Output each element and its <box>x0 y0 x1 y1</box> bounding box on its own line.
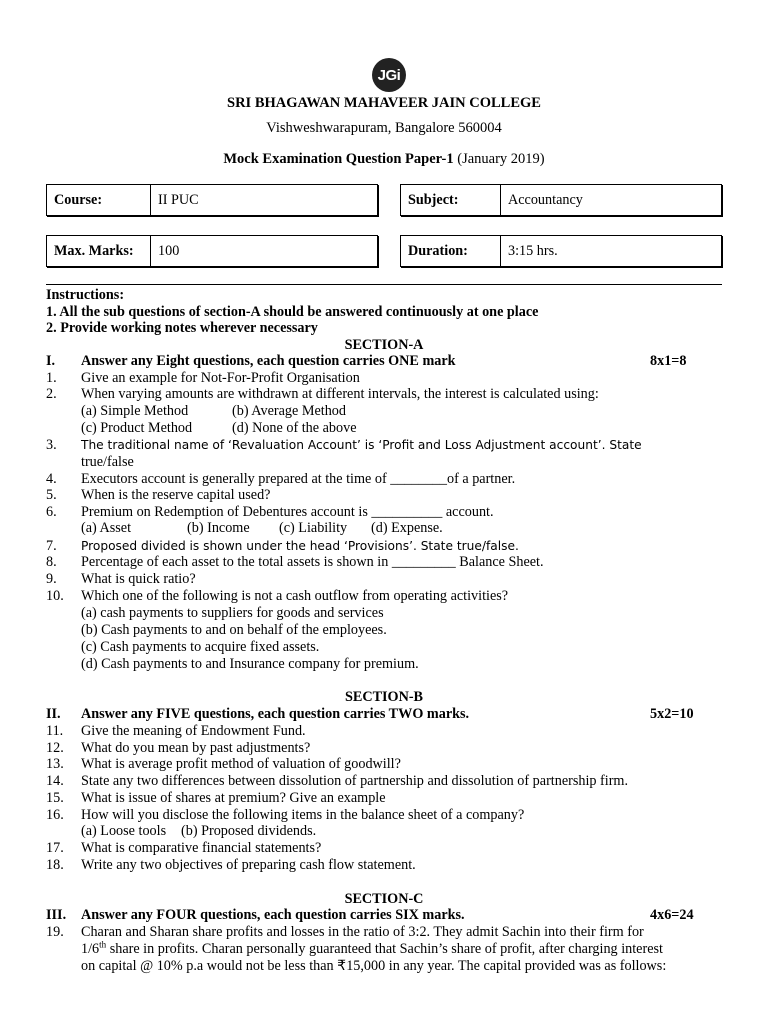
section-roman: I. <box>46 353 56 369</box>
section-a-title: SECTION-A <box>344 337 424 353</box>
option: (c) Liability <box>279 520 348 536</box>
max-marks-label: Max. Marks: <box>47 236 151 266</box>
option: (a) Loose tools <box>81 823 167 839</box>
question-number: 15. <box>46 790 64 806</box>
question-text: on capital @ 10% p.a would not be less than ₹15,000 in any year. The capital provided was as follows: <box>81 958 667 974</box>
option: (d) Expense. <box>371 520 443 536</box>
question-number: 6. <box>46 504 57 520</box>
college-name: SRI BHAGAWAN MAHAVEER JAIN COLLEGE <box>227 95 541 111</box>
question-text: When varying amounts are withdrawn at different intervals, the interest is calculated using: <box>81 386 599 402</box>
question-text: Percentage of each asset to the total assets is shown in _________ Balance Sheet. <box>81 554 544 570</box>
instruction-item: 2. Provide working notes wherever necessary <box>46 320 318 336</box>
option: (b) Proposed dividends. <box>181 823 317 839</box>
option: (d) Cash payments to and Insurance company for premium. <box>81 656 419 672</box>
question-number: 7. <box>46 538 57 554</box>
question-number: 8. <box>46 554 57 570</box>
option: (c) Product Method <box>81 420 193 436</box>
subject-value: Accountancy <box>508 192 583 208</box>
question-number: 10. <box>46 588 64 604</box>
section-c-instruction: Answer any FOUR questions, each question carries SIX marks. <box>81 907 465 923</box>
college-address: Vishweshwarapuram, Bangalore 560004 <box>266 120 502 136</box>
instructions-heading: Instructions: <box>46 287 125 303</box>
section-c-marks: 4x6=24 <box>650 907 694 923</box>
college-logo: JGi <box>372 58 406 92</box>
option: (a) Simple Method <box>81 403 189 419</box>
duration-box <box>400 235 722 267</box>
question-text: Proposed divided is shown under the head ‘Provisions’. State true/false. <box>81 539 519 553</box>
question-number: 3. <box>46 437 57 453</box>
option: (a) Asset <box>81 520 132 536</box>
question-text: Premium on Redemption of Debentures account is __________ account. <box>81 504 494 520</box>
section-a-marks: 8x1=8 <box>650 353 687 369</box>
question-number: 4. <box>46 471 57 487</box>
question-text: 1/6th share in profits. Charan personally guaranteed that Sachin’s share of profit, after charging interest <box>81 939 663 957</box>
question-number: 2. <box>46 386 57 402</box>
course-box <box>46 184 378 216</box>
question-text: State any two differences between dissolution of partnership and dissolution of partnership firm. <box>81 773 629 789</box>
section-b-marks: 5x2=10 <box>650 706 694 722</box>
subject-box <box>400 184 722 216</box>
exam-title: Mock Examination Question Paper-1 (January 2019) <box>223 151 545 167</box>
question-text: Give the meaning of Endowment Fund. <box>81 723 306 739</box>
question-number: 9. <box>46 571 57 587</box>
question-text: What is average profit method of valuation of goodwill? <box>81 756 401 772</box>
section-b-instruction: Answer any FIVE questions, each question carries TWO marks. <box>81 706 470 722</box>
option: (a) cash payments to suppliers for goods and services <box>81 605 384 621</box>
question-number: 12. <box>46 740 64 756</box>
question-text: Executors account is generally prepared at the time of ________of a partner. <box>81 471 516 487</box>
question-number: 14. <box>46 773 64 789</box>
section-b-title: SECTION-B <box>344 689 424 705</box>
section-c-title: SECTION-C <box>344 891 424 907</box>
option: (b) Average Method <box>232 403 346 419</box>
question-text: Charan and Sharan share profits and losses in the ratio of 3:2. They admit Sachin into their firm for <box>81 924 644 940</box>
question-text: How will you disclose the following items in the balance sheet of a company? <box>81 807 525 823</box>
subject-label: Subject: <box>401 185 501 215</box>
option: (d) None of the above <box>232 420 357 436</box>
divider <box>46 284 722 285</box>
question-text: When is the reserve capital used? <box>81 487 271 503</box>
option: (b) Income <box>187 520 250 536</box>
instruction-item: 1. All the sub questions of section-A should be answered continuously at one place <box>46 304 539 320</box>
course-label: Course: <box>47 185 151 215</box>
question-text: Which one of the following is not a cash outflow from operating activities? <box>81 588 509 604</box>
question-text: What is comparative financial statements? <box>81 840 322 856</box>
question-text: true/false <box>81 454 134 470</box>
question-text: What is issue of shares at premium? Give an example <box>81 790 386 806</box>
question-number: 1. <box>46 370 57 386</box>
max-marks-box <box>46 235 378 267</box>
section-a-instruction: Answer any Eight questions, each question carries ONE mark <box>81 353 456 369</box>
question-number: 16. <box>46 807 64 823</box>
duration-value: 3:15 hrs. <box>508 243 558 259</box>
course-value: II PUC <box>158 192 199 208</box>
question-number: 18. <box>46 857 64 873</box>
question-text: What is quick ratio? <box>81 571 196 587</box>
option: (b) Cash payments to and on behalf of the employees. <box>81 622 387 638</box>
question-text: Give an example for Not-For-Profit Organisation <box>81 370 360 386</box>
option: (c) Cash payments to acquire fixed assets. <box>81 639 320 655</box>
question-number: 17. <box>46 840 64 856</box>
section-roman: III. <box>46 907 67 923</box>
question-text: What do you mean by past adjustments? <box>81 740 311 756</box>
question-number: 19. <box>46 924 64 940</box>
question-text: The traditional name of ‘Revaluation Account’ is ‘Profit and Loss Adjustment account’. State <box>81 438 642 452</box>
question-text: Write any two objectives of preparing cash flow statement. <box>81 857 416 873</box>
question-number: 5. <box>46 487 57 503</box>
section-roman: II. <box>46 706 61 722</box>
duration-label: Duration: <box>401 236 501 266</box>
question-number: 13. <box>46 756 64 772</box>
question-number: 11. <box>46 723 64 739</box>
max-marks-value: 100 <box>158 243 180 259</box>
